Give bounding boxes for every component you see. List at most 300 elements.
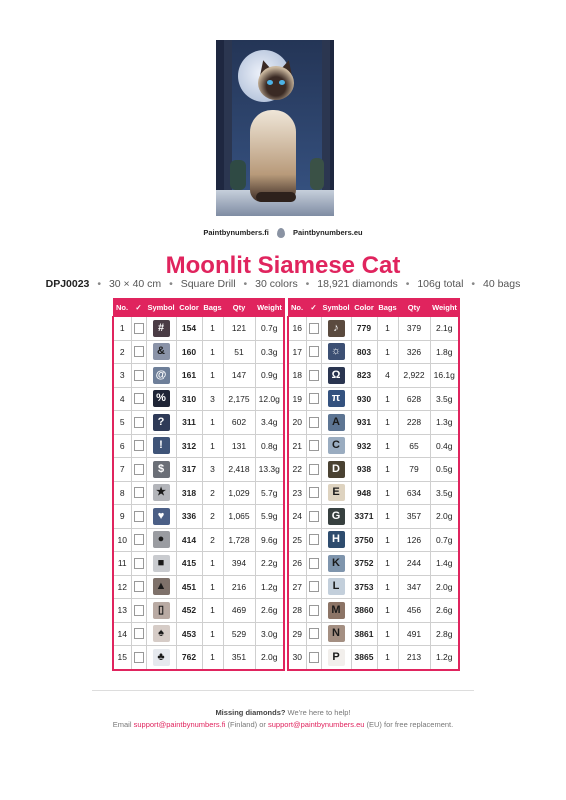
weight: 3.0g [255,622,284,646]
table-row [288,575,459,599]
bag-count: 1 [202,364,223,388]
symbol-cell [146,575,176,599]
meta-separator: • [405,278,410,290]
bag-count: 2 [202,505,223,529]
color-code: 154 [176,317,202,341]
row-checkbox[interactable] [309,323,319,334]
bag-count: 1 [377,434,398,458]
artwork-cat-eye-right [279,80,285,85]
color-code: 3861 [351,622,377,646]
checkbox-cell[interactable] [306,646,321,670]
symbol-cell [321,387,351,411]
color-code: 803 [351,340,377,364]
header-color: Color [351,299,377,317]
footer-divider [92,690,474,691]
weight: 2.0g [255,646,284,670]
row-number: 7 [113,458,131,482]
header-qty: Qty [223,299,255,317]
diamond-qty: 357 [398,505,430,529]
weight: 2.1g [430,317,459,341]
footer-help-strong: Missing diamonds? [215,708,286,717]
checkbox-cell[interactable] [131,575,146,599]
bag-count: 3 [202,387,223,411]
weight: 2.8g [430,622,459,646]
row-checkbox[interactable] [134,464,144,475]
product-diamonds: 18,921 diamonds [317,278,398,290]
symbol-swatch: G [328,508,345,525]
row-checkbox[interactable] [309,464,319,475]
row-number: 28 [288,599,306,623]
table-row [288,528,459,552]
row-checkbox[interactable] [134,534,144,545]
table-row [288,505,459,529]
symbol-swatch: π [328,390,345,407]
row-number: 19 [288,387,306,411]
weight: 1.2g [255,575,284,599]
meta-separator: • [97,278,102,290]
symbol-swatch: ♣ [153,649,170,666]
checkbox-cell[interactable] [131,528,146,552]
product-size: 30 × 40 cm [108,278,162,290]
table-row [288,434,459,458]
symbol-swatch: H [328,531,345,548]
table-row [113,575,284,599]
symbol-swatch: N [328,625,345,642]
header-check: ✓ [131,299,146,317]
symbol-cell [146,646,176,670]
row-number: 25 [288,528,306,552]
table-row [288,387,459,411]
symbol-swatch: ! [153,437,170,454]
table-row [113,552,284,576]
row-checkbox[interactable] [309,652,319,663]
bag-count: 1 [202,622,223,646]
symbol-swatch: D [328,461,345,478]
row-number: 30 [288,646,306,670]
row-number: 10 [113,528,131,552]
symbol-swatch: ? [153,414,170,431]
row-number: 26 [288,552,306,576]
diamond-qty: 469 [223,599,255,623]
bag-count: 1 [377,646,398,670]
symbol-cell [146,434,176,458]
meta-separator: • [305,278,310,290]
product-code: DPJ0023 [45,278,90,290]
color-code: 3865 [351,646,377,670]
row-checkbox[interactable] [134,417,144,428]
table-row [113,458,284,482]
footer-contact [0,720,566,729]
checkbox-cell[interactable] [131,599,146,623]
color-code: 3752 [351,552,377,576]
symbol-cell [146,340,176,364]
weight: 1.3g [430,411,459,435]
table-row [113,505,284,529]
row-number: 21 [288,434,306,458]
row-checkbox[interactable] [134,628,144,639]
weight: 0.5g [430,458,459,482]
checkbox-cell[interactable] [131,434,146,458]
diamond-qty: 126 [398,528,430,552]
row-checkbox[interactable] [309,440,319,451]
header-weight: Weight [255,299,284,317]
bag-count: 1 [202,552,223,576]
weight: 3.5g [430,481,459,505]
row-checkbox[interactable] [134,581,144,592]
table-row [288,599,459,623]
row-number: 6 [113,434,131,458]
artwork-cat-body [250,110,296,202]
table-row [113,387,284,411]
row-checkbox[interactable] [134,558,144,569]
bag-count: 1 [377,340,398,364]
row-number: 1 [113,317,131,341]
checkbox-cell[interactable] [131,622,146,646]
bag-count: 1 [377,458,398,482]
meta-separator: • [471,278,476,290]
row-number: 23 [288,481,306,505]
bag-count: 4 [377,364,398,388]
symbol-swatch: ♠ [153,625,170,642]
table-row [288,364,459,388]
symbol-swatch: $ [153,461,170,478]
checkbox-cell[interactable] [131,387,146,411]
table-row [288,622,459,646]
checkbox-cell[interactable] [306,317,321,341]
diamond-qty: 51 [223,340,255,364]
bag-count: 2 [202,528,223,552]
symbol-cell [321,481,351,505]
symbol-cell [321,434,351,458]
header-qty: Qty [398,299,430,317]
symbol-cell [146,481,176,505]
table-header-row [288,299,459,317]
checkbox-cell[interactable] [131,411,146,435]
color-legend-table-right [287,298,460,671]
table-body-right [288,317,459,670]
checkbox-cell[interactable] [306,481,321,505]
brand-eu: Paintbynumbers.eu [293,228,363,237]
row-number: 27 [288,575,306,599]
diamond-qty: 213 [398,646,430,670]
symbol-cell [146,387,176,411]
color-code: 452 [176,599,202,623]
symbol-swatch: ♥ [153,508,170,525]
checkbox-cell[interactable] [306,528,321,552]
color-code: 160 [176,340,202,364]
diamond-qty: 2,922 [398,364,430,388]
row-number: 20 [288,411,306,435]
bag-count: 1 [377,575,398,599]
row-checkbox[interactable] [134,370,144,381]
row-number: 15 [113,646,131,670]
symbol-swatch: % [153,390,170,407]
email-link-fi[interactable]: support@paintbynumbers.fi [133,720,226,729]
symbol-swatch: # [153,320,170,337]
row-number: 24 [288,505,306,529]
header-no: No. [113,299,131,317]
weight: 3.5g [430,387,459,411]
bag-count: 1 [377,505,398,529]
table-row [288,411,459,435]
weight: 0.7g [255,317,284,341]
footer-email-prefix: Email [112,720,132,729]
diamond-qty: 326 [398,340,430,364]
diamond-qty: 347 [398,575,430,599]
diamond-qty: 351 [223,646,255,670]
row-number: 17 [288,340,306,364]
color-code: 415 [176,552,202,576]
table-row [113,599,284,623]
row-number: 5 [113,411,131,435]
symbol-cell [146,505,176,529]
weight: 0.8g [255,434,284,458]
symbol-swatch: @ [153,367,170,384]
symbol-cell [146,552,176,576]
weight: 2.6g [430,599,459,623]
header-color: Color [176,299,202,317]
bag-count: 1 [202,411,223,435]
bag-count: 1 [202,317,223,341]
table-row [113,364,284,388]
symbol-cell [321,364,351,388]
diamond-qty: 491 [398,622,430,646]
row-checkbox[interactable] [309,534,319,545]
weight: 13.3g [255,458,284,482]
bag-count: 2 [202,481,223,505]
row-number: 12 [113,575,131,599]
color-code: 336 [176,505,202,529]
artwork-image [216,40,334,216]
weight: 5.7g [255,481,284,505]
row-checkbox[interactable] [309,393,319,404]
diamond-qty: 634 [398,481,430,505]
color-code: 318 [176,481,202,505]
table-row [113,411,284,435]
brand-fi: Paintbynumbers.fi [203,228,269,237]
symbol-swatch: C [328,437,345,454]
row-number: 3 [113,364,131,388]
symbol-swatch: & [153,343,170,360]
weight: 9.6g [255,528,284,552]
color-legend-table-left [112,298,285,671]
table-row [288,317,459,341]
symbol-cell [321,317,351,341]
symbol-swatch: ♪ [328,320,345,337]
row-checkbox[interactable] [134,605,144,616]
row-checkbox[interactable] [134,652,144,663]
row-checkbox[interactable] [309,605,319,616]
footer-help-headline [0,708,566,717]
weight: 5.9g [255,505,284,529]
checkbox-cell[interactable] [306,622,321,646]
symbol-cell [321,575,351,599]
header-weight: Weight [430,299,459,317]
bag-count: 1 [377,599,398,623]
brand-bar [0,228,566,238]
row-number: 4 [113,387,131,411]
checkbox-cell[interactable] [306,599,321,623]
header-check: ✓ [306,299,321,317]
row-checkbox[interactable] [134,393,144,404]
diamond-qty: 216 [223,575,255,599]
row-checkbox[interactable] [134,487,144,498]
color-code: 3753 [351,575,377,599]
row-number: 29 [288,622,306,646]
color-code: 823 [351,364,377,388]
row-number: 16 [288,317,306,341]
symbol-cell [321,528,351,552]
checkbox-cell[interactable] [306,340,321,364]
color-code: 317 [176,458,202,482]
symbol-cell [146,599,176,623]
color-code: 312 [176,434,202,458]
row-checkbox[interactable] [134,346,144,357]
checkbox-cell[interactable] [306,364,321,388]
symbol-cell [146,317,176,341]
row-checkbox[interactable] [309,511,319,522]
color-code: 310 [176,387,202,411]
table-row [113,622,284,646]
row-checkbox[interactable] [309,487,319,498]
color-code: 932 [351,434,377,458]
symbol-cell [321,411,351,435]
row-number: 9 [113,505,131,529]
checkbox-cell[interactable] [131,505,146,529]
diamond-qty: 244 [398,552,430,576]
bag-count: 1 [377,481,398,505]
table-row [288,646,459,670]
weight: 16.1g [430,364,459,388]
row-checkbox[interactable] [309,628,319,639]
drop-icon [277,228,285,238]
diamond-qty: 529 [223,622,255,646]
bag-count: 1 [202,646,223,670]
checkbox-cell[interactable] [131,340,146,364]
symbol-cell [146,411,176,435]
bag-count: 1 [377,317,398,341]
checkbox-cell[interactable] [306,575,321,599]
symbol-swatch: ▲ [153,578,170,595]
table-row [113,528,284,552]
color-code: 779 [351,317,377,341]
bag-count: 1 [202,434,223,458]
weight: 3.4g [255,411,284,435]
row-number: 13 [113,599,131,623]
table-row [288,458,459,482]
symbol-cell [321,458,351,482]
table-row [113,434,284,458]
row-checkbox[interactable] [309,370,319,381]
symbol-cell [321,599,351,623]
header-bags: Bags [202,299,223,317]
weight: 2.0g [430,575,459,599]
weight: 12.0g [255,387,284,411]
row-number: 22 [288,458,306,482]
weight: 0.9g [255,364,284,388]
table-header-row [113,299,284,317]
header-no: No. [288,299,306,317]
symbol-swatch: M [328,602,345,619]
row-checkbox[interactable] [309,581,319,592]
diamond-qty: 131 [223,434,255,458]
symbol-cell [146,364,176,388]
diamond-qty: 65 [398,434,430,458]
diamond-qty: 379 [398,317,430,341]
bag-count: 1 [202,575,223,599]
diamond-qty: 602 [223,411,255,435]
symbol-swatch: ★ [153,484,170,501]
row-checkbox[interactable] [134,511,144,522]
diamond-qty: 1,029 [223,481,255,505]
diamond-qty: 121 [223,317,255,341]
checkbox-cell[interactable] [306,505,321,529]
checkbox-cell[interactable] [131,317,146,341]
weight: 2.6g [255,599,284,623]
diamond-qty: 456 [398,599,430,623]
symbol-cell [321,622,351,646]
symbol-swatch: ● [153,531,170,548]
header-symbol: Symbol [146,299,176,317]
footer-country-fi: (Finland) or [227,720,266,729]
checkbox-cell[interactable] [131,364,146,388]
row-checkbox[interactable] [309,346,319,357]
table-row [288,481,459,505]
checkbox-cell[interactable] [306,387,321,411]
color-code: 3860 [351,599,377,623]
color-code: 311 [176,411,202,435]
symbol-cell [146,458,176,482]
color-code: 414 [176,528,202,552]
diamond-qty: 2,418 [223,458,255,482]
row-checkbox[interactable] [309,558,319,569]
meta-separator: • [169,278,173,290]
symbol-cell [321,646,351,670]
symbol-swatch: ☼ [328,343,345,360]
email-link-eu[interactable]: support@paintbynumbers.eu [268,720,365,729]
checkbox-cell[interactable] [306,434,321,458]
product-bags: 40 bags [483,278,521,290]
row-number: 8 [113,481,131,505]
row-checkbox[interactable] [134,440,144,451]
checkbox-cell[interactable] [131,552,146,576]
color-code: 938 [351,458,377,482]
symbol-cell [146,622,176,646]
bag-count: 1 [377,387,398,411]
row-checkbox[interactable] [134,323,144,334]
color-code: 161 [176,364,202,388]
checkbox-cell[interactable] [131,646,146,670]
color-code: 3371 [351,505,377,529]
weight: 2.2g [255,552,284,576]
weight: 1.8g [430,340,459,364]
checkbox-cell[interactable] [306,458,321,482]
row-checkbox[interactable] [309,417,319,428]
product-meta [0,278,566,290]
checkbox-cell[interactable] [131,458,146,482]
symbol-swatch: K [328,555,345,572]
color-code: 948 [351,481,377,505]
checkbox-cell[interactable] [306,411,321,435]
color-code: 930 [351,387,377,411]
checkbox-cell[interactable] [306,552,321,576]
diamond-qty: 228 [398,411,430,435]
header-symbol: Symbol [321,299,351,317]
page-title: Moonlit Siamese Cat [165,252,401,279]
checkbox-cell[interactable] [131,481,146,505]
symbol-swatch: ■ [153,555,170,572]
symbol-cell [321,340,351,364]
